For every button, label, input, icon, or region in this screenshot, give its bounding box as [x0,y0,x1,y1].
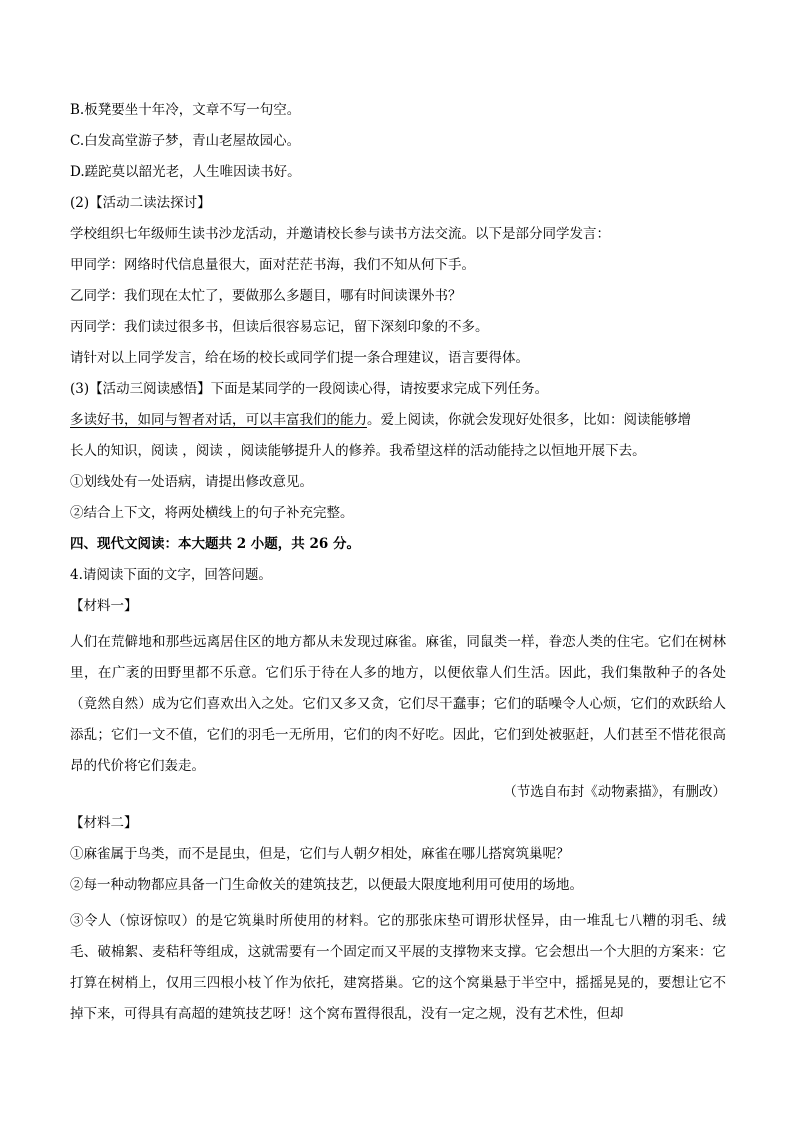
material2-p1: ①麻雀属于鸟类，而不是昆虫，但是，它们与人朝夕相处，麻雀在哪儿搭窝筑巢呢？ [70,846,570,862]
student-a-statement: 甲同学：网络时代信息量很大，面对茫茫书海，我们不知从何下手。 [70,257,475,273]
option-c: C.白发高堂游子梦，青山老屋故园心。 [70,133,301,149]
reading-reflection-line2: 长人的知识，阅读 ，阅读 ，阅读能够提升人的修养。我希望这样的活动能持之以恒地开展下去。 [70,443,646,459]
option-d: D.蹉跎莫以韶光老，人生唯因读书好。 [70,164,301,180]
material1-text: 人们在荒僻地和那些远离居住区的地方都从未发现过麻雀。麻雀，同鼠类一样，眷恋人类的住宅。它们在树林里，在广袤的田野里都不乐意。它们乐于待在人多的地方，以便依靠人们生活。因此，我们集散种子的各处（竟然自然）成为它们喜欢出入之处。它们又多又贪，它们尽干蠢事；它们的聒噪令人心烦，它们的欢跃给人添乱；它们一文不值，它们的羽毛一无所用，它们的肉不好吃。因此，它们到处被驱赶，人们甚至不惜花很高昂的代价将它们轰走。 [70,634,726,774]
activity3-heading: (3)【活动三阅读感悟】下面是某同学的一段阅读心得，请按要求完成下列任务。 [70,381,549,397]
material2-title: 【材料二】 [70,815,138,831]
student-c-statement: 丙同学：我们读过很多书，但读后很容易忘记，留下深刻印象的不多。 [70,319,489,335]
option-b: B.板凳要坐十年冷，文章不写一句空。 [70,102,301,118]
question-4: 4.请阅读下面的文字，回答问题。 [70,567,272,583]
material2-p2: ②每一种动物都应具备一门生命攸关的建筑技艺，以便最大限度地利用可使用的场地。 [70,877,583,893]
activity3-task2: ②结合上下文，将两处横线上的句子补充完整。 [70,505,354,521]
student-b-statement: 乙同学：我们现在太忙了，要做那么多题目，哪有时间读课外书？ [70,288,462,304]
reflection-rest: 。爱上阅读，你就会发现好处很多，比如：阅读能够增 [367,412,691,428]
section4-heading: 四、现代文阅读：本大题共 2 小题，共 26 分。 [70,536,360,552]
material1-source: （节选自布封《动物素描》，有删改） [503,784,726,800]
document-page [70,100,726,1030]
material2-p3: ③令人（惊讶惊叹）的是它筑巢时所使用的材料。它的那张床垫可谓形状怪异，由一堆乱七八糟的羽毛、绒毛、破棉絮、麦秸秆等组成，这就需要有一个固定而又平展的支撑物来支撑。它会想出一个大胆的方案来：它打算在树梢上，仅用三四根小枝丫作为依托，建窝搭巢。它的这个窝巢悬于半空中，摇摇晃晃的，要想让它不掉下来，可得具有高超的建筑技艺呀！这个窝布置得很乱，没有一定之规，没有艺术性，但却 [70,913,726,1022]
activity2-heading: (2)【活动二读法探讨】 [70,195,211,211]
activity2-intro: 学校组织七年级师生读书沙龙活动，并邀请校长参与读书方法交流。以下是部分同学发言： [70,226,610,242]
activity2-task: 请针对以上同学发言，给在场的校长或同学们提一条合理建议，语言要得体。 [70,350,529,366]
material1-title: 【材料一】 [70,598,138,614]
reading-reflection-line1 [70,410,726,441]
underlined-sentence: 多读好书，如同与智者对话，可以丰富我们的能力 [70,412,367,428]
activity3-task1: ①划线处有一处语病，请提出修改意见。 [70,474,313,490]
